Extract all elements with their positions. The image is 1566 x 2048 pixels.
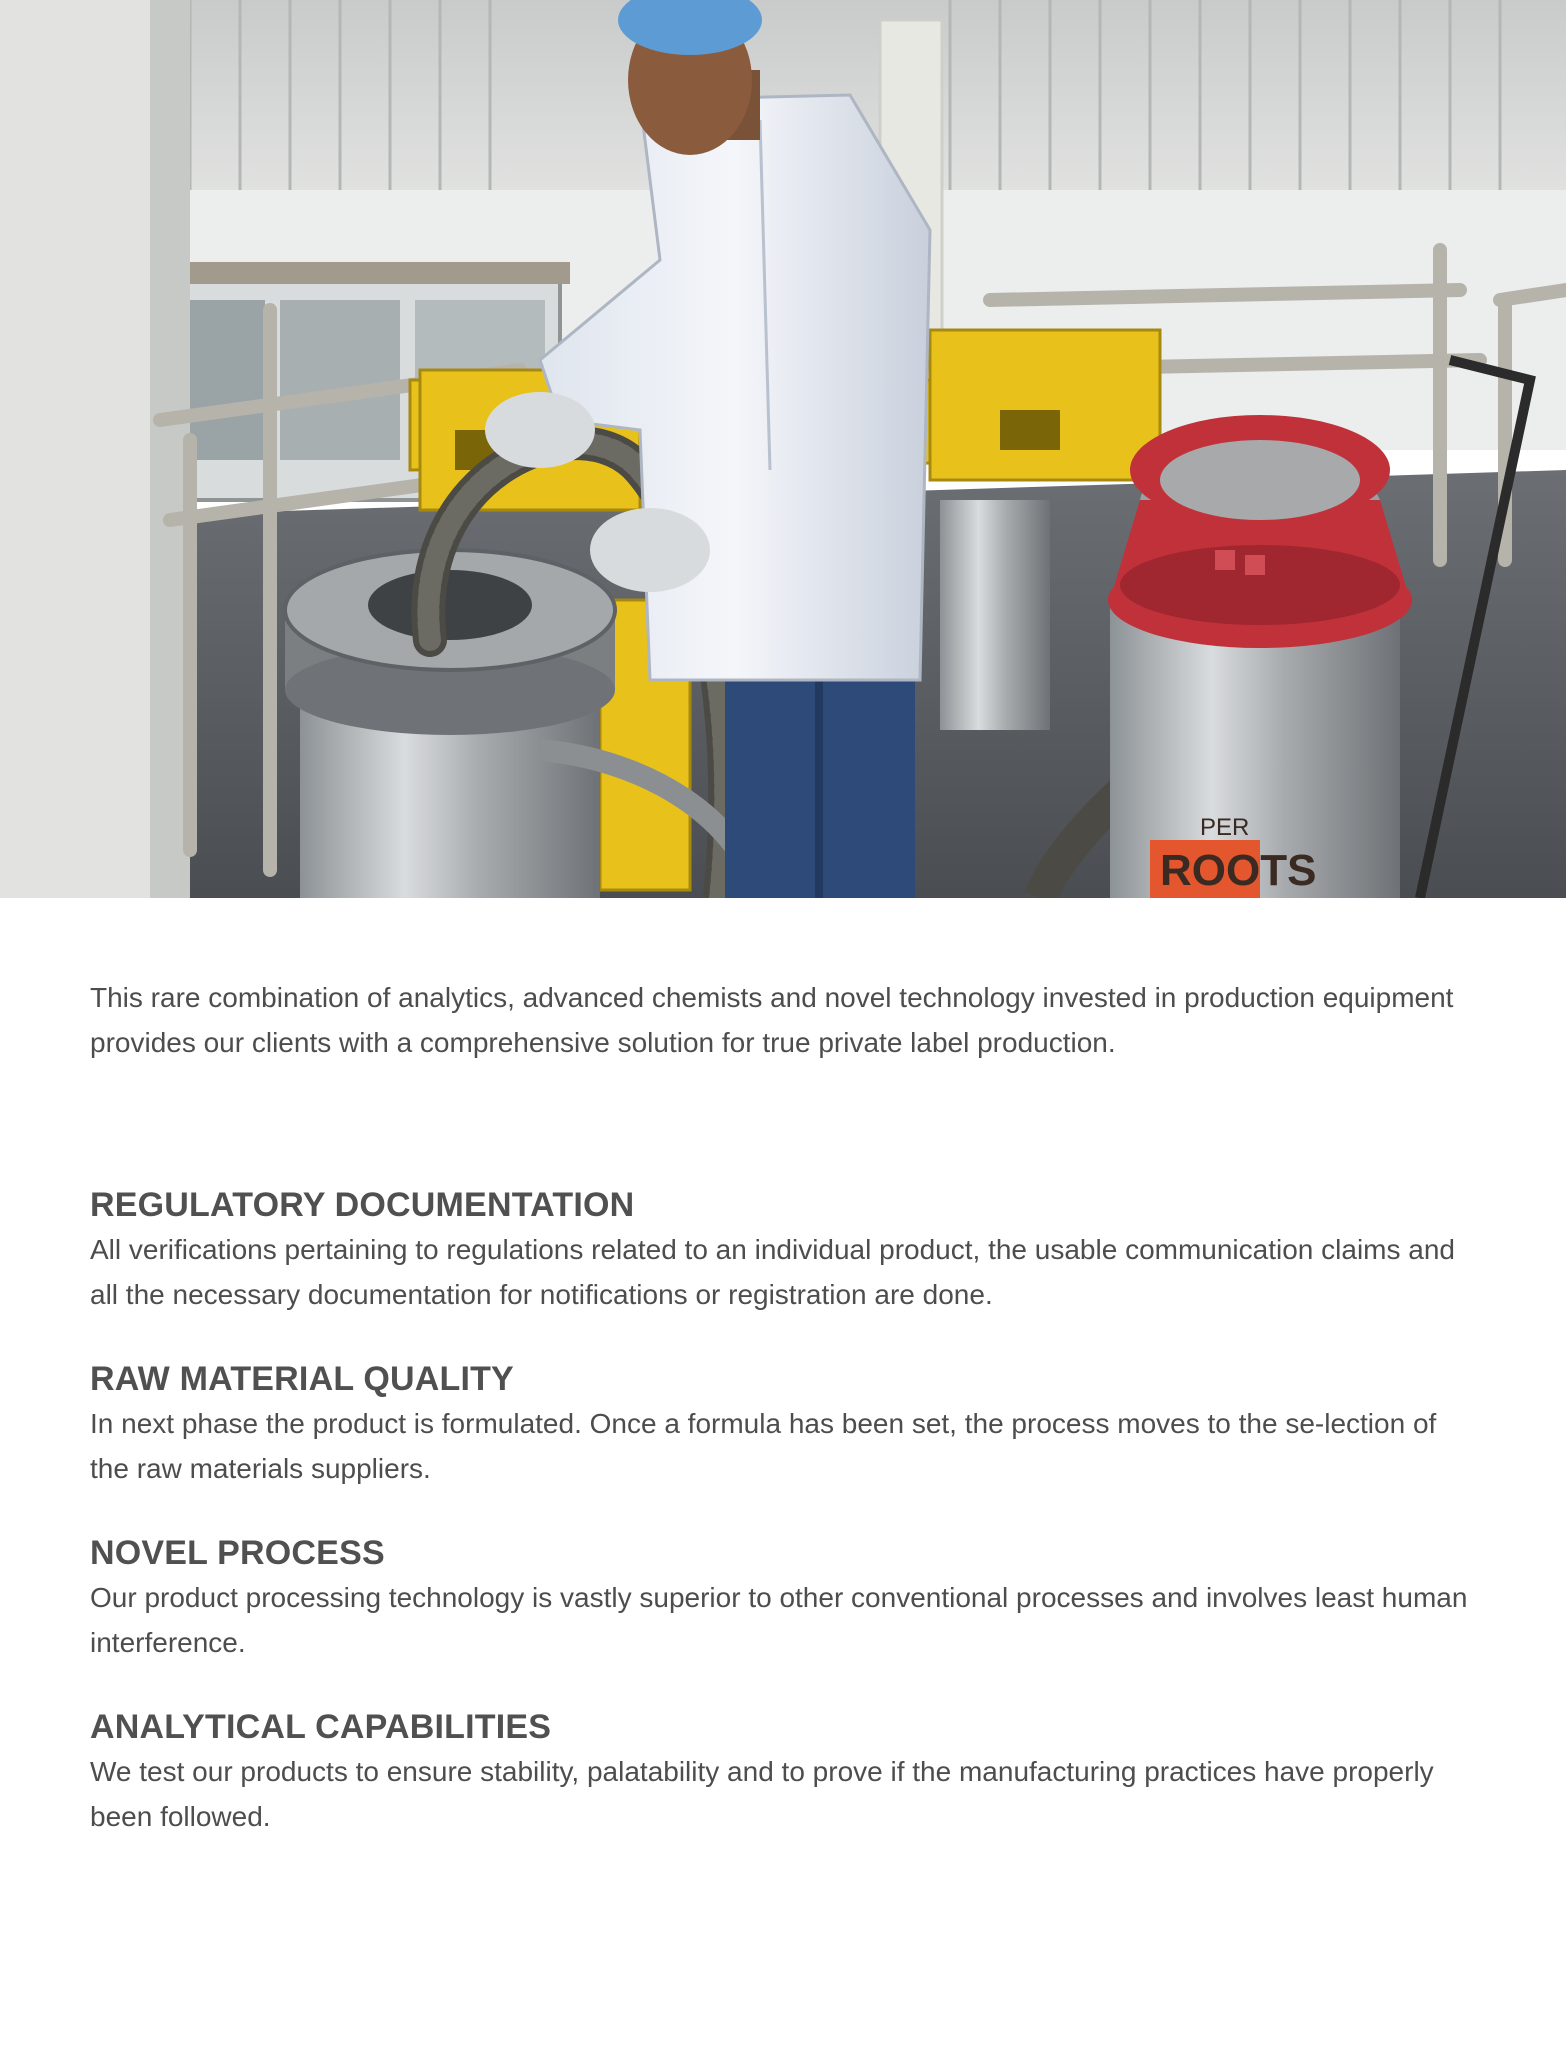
section-analytical-capabilities xyxy=(90,1707,1480,1839)
intro-paragraph: This rare combination of analytics, advanced chemists and novel technology invested in production equipment provides our clients with a comprehensive solution for true private label production. xyxy=(90,982,1454,1058)
section-heading: NOVEL PROCESS xyxy=(90,1534,385,1572)
section-novel-process xyxy=(90,1533,1480,1665)
section-body: Our product processing technology is vastly superior to other conventional processes and involves least human interference. xyxy=(90,1582,1468,1658)
section-body: In next phase the product is formulated. Once a formula has been set, the process moves to the se-lection of the raw materials suppliers. xyxy=(90,1408,1437,1484)
section-heading: REGULATORY DOCUMENTATION xyxy=(90,1186,635,1224)
section-raw-material-quality xyxy=(90,1359,1480,1491)
section-regulatory-documentation xyxy=(90,1185,1480,1317)
page-content xyxy=(90,975,1480,1881)
factory-scene-illustration xyxy=(0,0,1566,898)
capabilities-list xyxy=(90,1185,1480,1839)
hero-photo xyxy=(0,0,1566,898)
vacuum-model-text: PER xyxy=(1200,814,1250,841)
section-heading: ANALYTICAL CAPABILITIES xyxy=(90,1708,552,1746)
section-heading: RAW MATERIAL QUALITY xyxy=(90,1360,514,1398)
section-body: All verifications pertaining to regulations related to an individual product, the usable communication claims and all the necessary documentation for notifications or registration are done. xyxy=(90,1234,1455,1310)
section-body: We test our products to ensure stability, palatability and to prove if the manufacturing practices have properly been followed. xyxy=(90,1756,1434,1832)
vacuum-brand-text: ROOTS xyxy=(1160,846,1317,895)
